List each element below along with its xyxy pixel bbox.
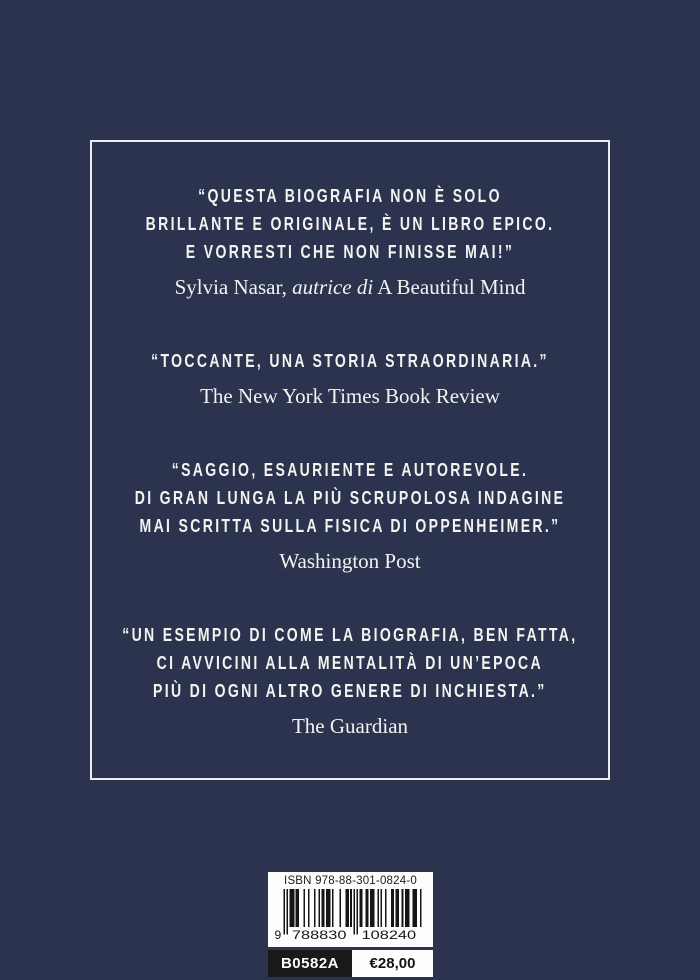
quote-attribution [279, 547, 420, 575]
quote-block [74, 456, 626, 575]
quote-line: E VORRESTI CHE NON FINISSE MAI!” [185, 242, 515, 262]
svg-text:108240: 108240 [361, 928, 416, 943]
price-box [352, 950, 433, 977]
attribution-segment: A Beautiful Mind [373, 275, 526, 299]
quote-line: “SAGGIO, ESAURIENTE E AUTOREVOLE. [171, 460, 529, 480]
attribution-segment: Washington Post [279, 549, 421, 573]
publisher-code: B0582A [280, 955, 340, 972]
quote-block [95, 347, 605, 410]
publisher-code-box [268, 950, 352, 977]
svg-text:9: 9 [274, 928, 281, 943]
price-value: €28,00 [369, 955, 416, 972]
quote-line: DI GRAN LUNGA LA PIÙ SCRUPOLOSA INDAGINE [134, 488, 566, 508]
quote-line: “TOCCANTE, UNA STORIA STRAORDINARIA.” [151, 351, 549, 371]
barcode-box [268, 872, 433, 947]
quote-line: PIÙ DI OGNI ALTRO GENERE DI INCHIESTA.” [153, 681, 547, 701]
svg-text:788830: 788830 [291, 928, 347, 943]
attribution-segment: The Guardian [291, 714, 409, 738]
price-row [268, 950, 433, 977]
barcode-label [268, 872, 433, 977]
quote-attribution [200, 382, 500, 410]
quote-line: “UN ESEMPIO DI COME LA BIOGRAFIA, BEN FATTA, [122, 625, 578, 645]
attribution-segment: The New York Times Book Review [200, 384, 500, 408]
quote-line: MAI SCRITTA SULLA FISICA DI OPPENHEIMER.” [139, 516, 561, 536]
quote-attribution [292, 712, 408, 740]
quote-lines [95, 347, 605, 375]
isbn-text: ISBN 978-88-301-0824-0 [284, 875, 417, 887]
quote-lines [58, 621, 642, 705]
attribution-segment: Sylvia Nasar, [174, 275, 293, 299]
ean-barcode-icon [273, 889, 429, 944]
quote-block [58, 621, 642, 740]
quote-line: BRILLANTE E ORIGINALE, È UN LIBRO EPICO. [145, 214, 555, 234]
quote-lines [74, 456, 626, 540]
quote-block [88, 182, 612, 301]
quote-line: CI AVVICINI ALLA MENTALITÀ DI UN’EPOCA [156, 653, 544, 673]
quotes-frame [90, 140, 610, 780]
quote-attribution [175, 273, 526, 301]
quote-lines [88, 182, 612, 266]
quote-line: “QUESTA BIOGRAFIA NON È SOLO [198, 186, 502, 206]
attribution-segment: autrice di [292, 275, 374, 299]
